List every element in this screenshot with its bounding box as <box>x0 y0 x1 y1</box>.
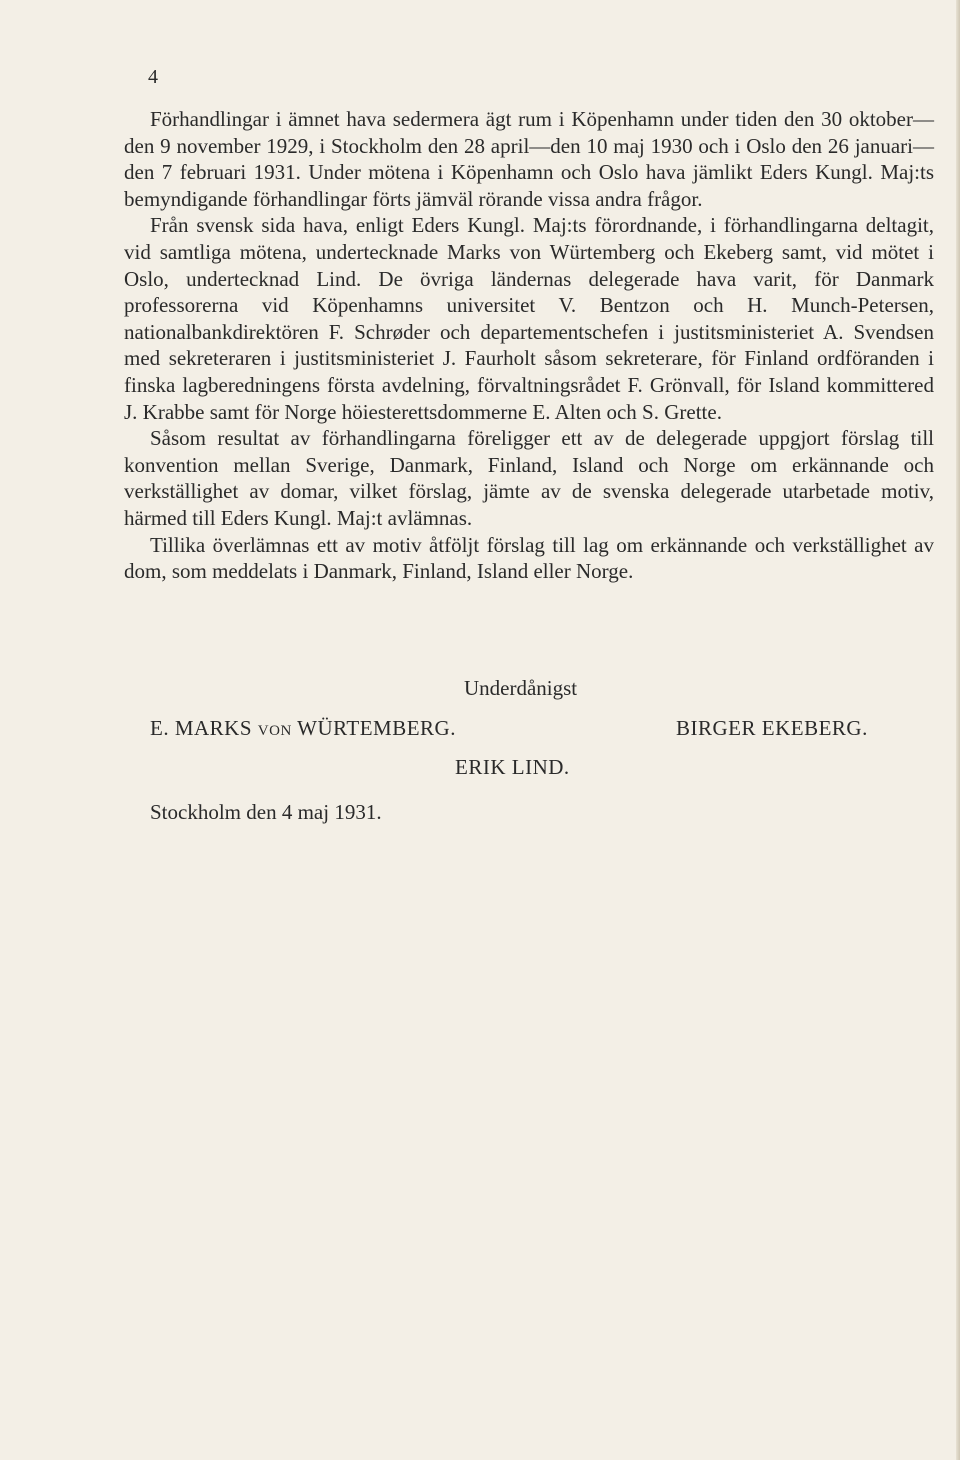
signature-marks-von: VON <box>257 723 292 739</box>
date-place: Stockholm den 4 maj 1931. <box>150 800 382 824</box>
paragraph-submission: Tillika överlämnas ett av motiv åtföljt förslag till lag om erkännande och verkställighet av dom, som meddelats i Danmark, Finland, Island eller Norge. <box>124 532 934 584</box>
page-number: 4 <box>148 66 158 88</box>
signature-marks-first: E. MARKS <box>150 716 253 740</box>
paragraph-result: Såsom resultat av förhandlingarna föreligger ett av de delegerade uppgjort förslag till konvention mellan Sverige, Danmark, Finland, Island och Norge om erkännande och verkställighet av domar, vilket förslag, jämte av de svenska delegerade utarbetade motiv, härmed till Eders Kungl. Maj:t avlämnas. <box>124 426 934 530</box>
body-text <box>124 106 934 585</box>
closing-salutation: Underdånigst <box>464 676 578 700</box>
signature-lind: ERIK LIND. <box>455 755 570 779</box>
paragraph-participants: Från svensk sida hava, enligt Eders Kungl. Maj:ts förordnande, i förhandlingarna deltagit, vid samtliga mötena, undertecknade Marks von Würtemberg och Ekeberg samt, vid mötet i Oslo, undertecknad Lind. De övriga ländernas delegerade hava varit, för Danmark professorerna vid Köpenhamns universitet V. Bentzon och H. Munch-Petersen, nationalbankdirektören F. Schrøder och departementschefen i justitsministeriet A. Svendsen med sekreteraren i justitsministeriet J. Faurholt såsom sekreterare, för Finland ordföranden i finska lagberedningens första avdelning, förvaltningsrådet F. Grönvall, för Island kommittered J. Krabbe samt för Norge höiesterettsdommerne E. Alten och S. Grette. <box>124 213 934 424</box>
page-edge <box>956 0 960 1460</box>
paragraph-negotiations: Förhandlingar i ämnet hava sedermera ägt rum i Köpenhamn under tiden den 30 oktober—den 9 november 1929, i Stockholm den 28 april—den 10 maj 1930 och i Oslo den 26 januari—den 7 februari 1931. Under mötena i Köpenhamn och Oslo hava jämlikt Eders Kungl. Maj:ts bemyndigande förhandlingar förts jämväl rörande vissa andra frågor. <box>124 107 934 211</box>
signature-marks-von-wurtemberg <box>150 716 456 741</box>
signature-ekeberg: BIRGER EKEBERG. <box>676 716 868 740</box>
signature-marks-last: WÜRTEMBERG. <box>297 716 456 740</box>
